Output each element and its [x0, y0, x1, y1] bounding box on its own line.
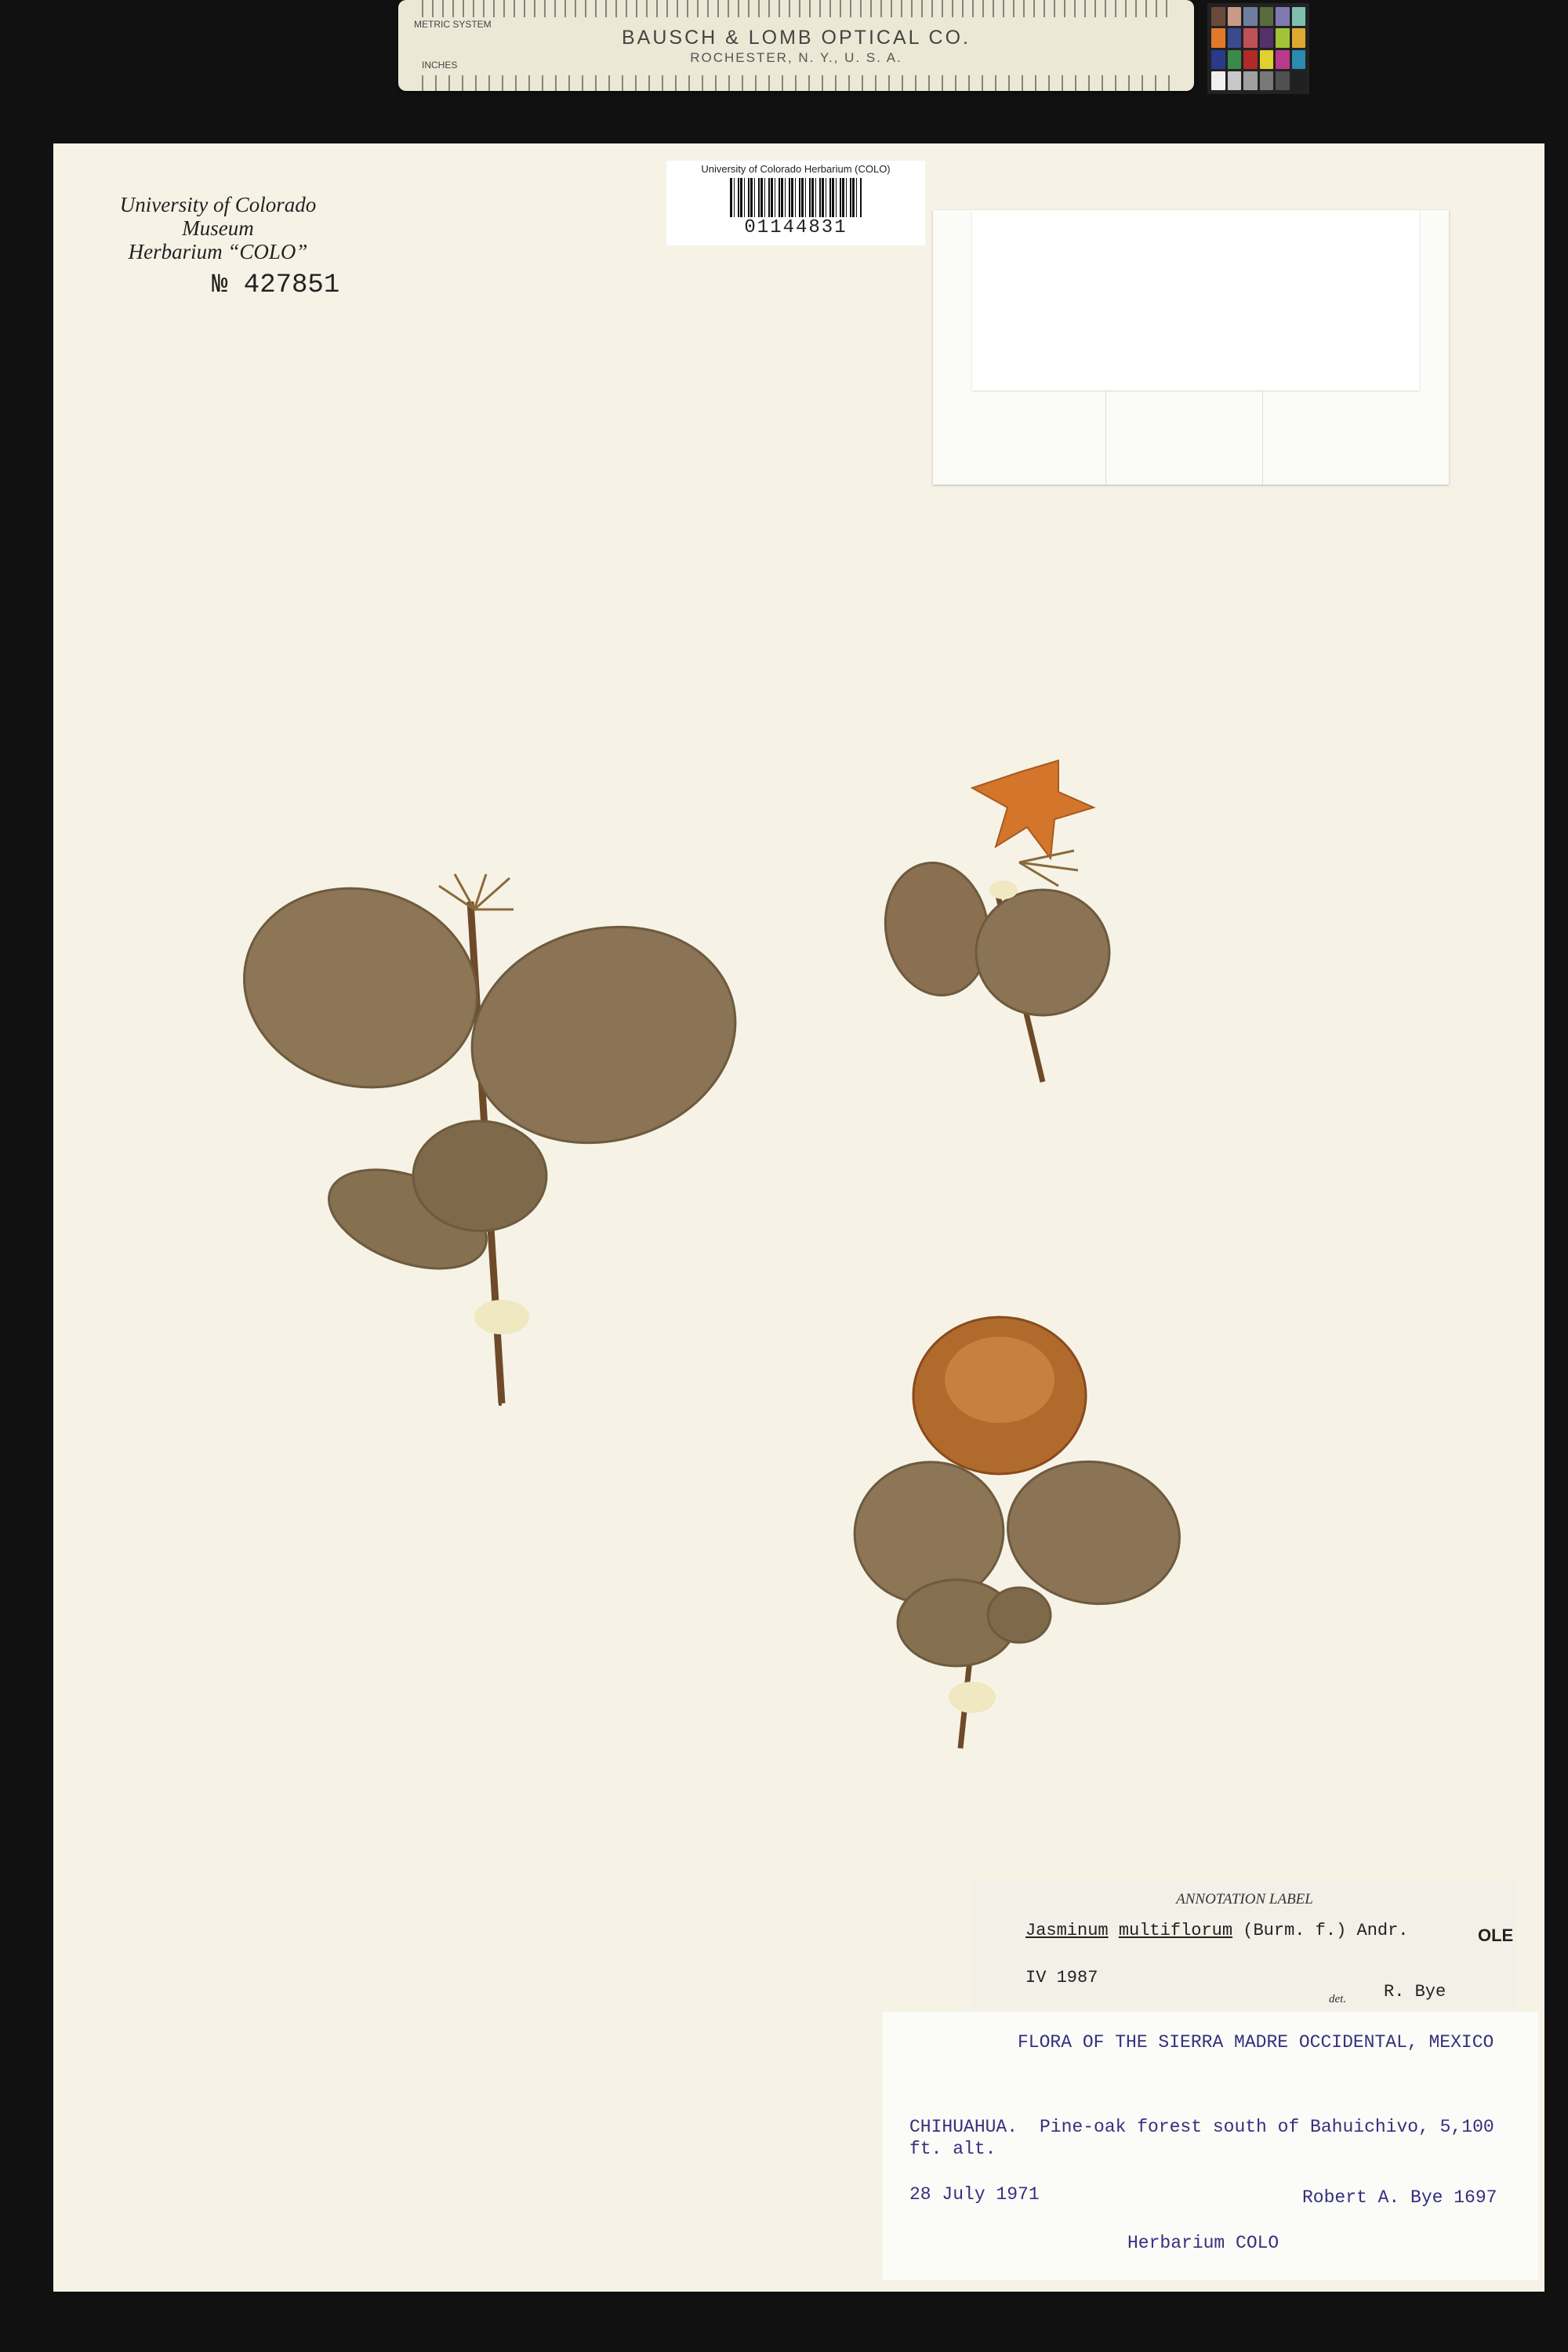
envelope-fold: [1105, 390, 1106, 485]
scale-ruler: [398, 0, 1194, 91]
annotation-date: IV 1987: [1025, 1968, 1098, 1987]
collection-label-collector: Robert A. Bye 1697: [1302, 2187, 1497, 2208]
color-swatch-patch: [1292, 7, 1306, 26]
annotation-det-label: det.: [1329, 1993, 1347, 2005]
fragment-envelope: [933, 210, 1449, 485]
color-swatch-patch: [1260, 7, 1274, 26]
annotation-label: [972, 1880, 1517, 2015]
ruler-brand: BAUSCH & LOMB OPTICAL CO.: [622, 27, 971, 49]
barcode-number: 01144831: [744, 217, 848, 238]
color-swatch-patch: [1243, 50, 1258, 69]
color-swatch-patch: [1292, 28, 1306, 47]
ruler-inches-label: INCHES: [422, 60, 458, 71]
color-swatch-patch: [1211, 71, 1225, 90]
institution-line-1: University of Colorado Museum: [119, 193, 317, 240]
ruler-inch-ticks: [422, 75, 1171, 91]
collection-label-locality-cont: ft. alt.: [909, 2139, 996, 2159]
envelope-fold: [1262, 390, 1263, 485]
collection-label-herbarium: Herbarium COLO: [1127, 2233, 1279, 2253]
color-swatch-patch: [1260, 71, 1274, 90]
annotation-authority: (Burm. f.) Andr.: [1243, 1921, 1409, 1940]
collection-label-state: CHIHUAHUA.: [909, 2117, 1018, 2137]
color-swatch-patch: [1211, 7, 1225, 26]
color-swatch-patch: [1260, 50, 1274, 69]
color-swatch-patch: [1243, 71, 1258, 90]
color-swatch-patch: [1243, 7, 1258, 26]
color-swatch-patch: [1211, 28, 1225, 47]
color-swatch-patch: [1276, 71, 1290, 90]
collection-label-date: 28 July 1971: [909, 2184, 1040, 2205]
barcode-label: [666, 161, 925, 245]
collection-label-title: FLORA OF THE SIERRA MADRE OCCIDENTAL, MEXICO: [1018, 2032, 1494, 2053]
color-swatch-patch: [1292, 50, 1306, 69]
color-swatch-patch: [1228, 71, 1242, 90]
ruler-location: ROCHESTER, N. Y., U. S. A.: [690, 50, 902, 65]
color-swatch-patch: [1211, 50, 1225, 69]
color-swatch-patch: [1276, 7, 1290, 26]
annotation-herbarium-code: OLE: [1478, 1926, 1514, 1945]
institution-header: [93, 193, 343, 263]
annotation-taxon: [1025, 1921, 1409, 1940]
annotation-genus: Jasminum: [1025, 1921, 1109, 1940]
color-swatch-patch: [1228, 7, 1242, 26]
color-swatch-patch: [1228, 50, 1242, 69]
barcode-bars: [730, 178, 862, 217]
ruler-metric-ticks: [422, 0, 1171, 17]
color-swatch-patch: [1276, 28, 1290, 47]
ruler-metric-label: METRIC SYSTEM: [414, 19, 492, 30]
color-swatch-patch: [1260, 28, 1274, 47]
collection-label: [883, 2012, 1538, 2280]
collection-label-locality: Pine-oak forest south of Bahuichivo, 5,100: [1040, 2117, 1494, 2137]
color-swatch-patch: [1292, 71, 1306, 90]
color-calibration-chart: [1207, 3, 1309, 94]
color-swatch-patch: [1276, 50, 1290, 69]
annotation-determiner: R. Bye: [1384, 1982, 1446, 2002]
color-swatch-patch: [1228, 28, 1242, 47]
color-swatch-patch: [1243, 28, 1258, 47]
institution-line-2: Herbarium “COLO”: [128, 240, 308, 263]
barcode-header: University of Colorado Herbarium (COLO): [701, 163, 891, 175]
envelope-flap: [972, 210, 1419, 390]
annotation-heading: ANNOTATION LABEL: [1176, 1891, 1313, 1907]
accession-number: № 427851: [212, 270, 340, 300]
annotation-species: multiflorum: [1118, 1921, 1233, 1940]
